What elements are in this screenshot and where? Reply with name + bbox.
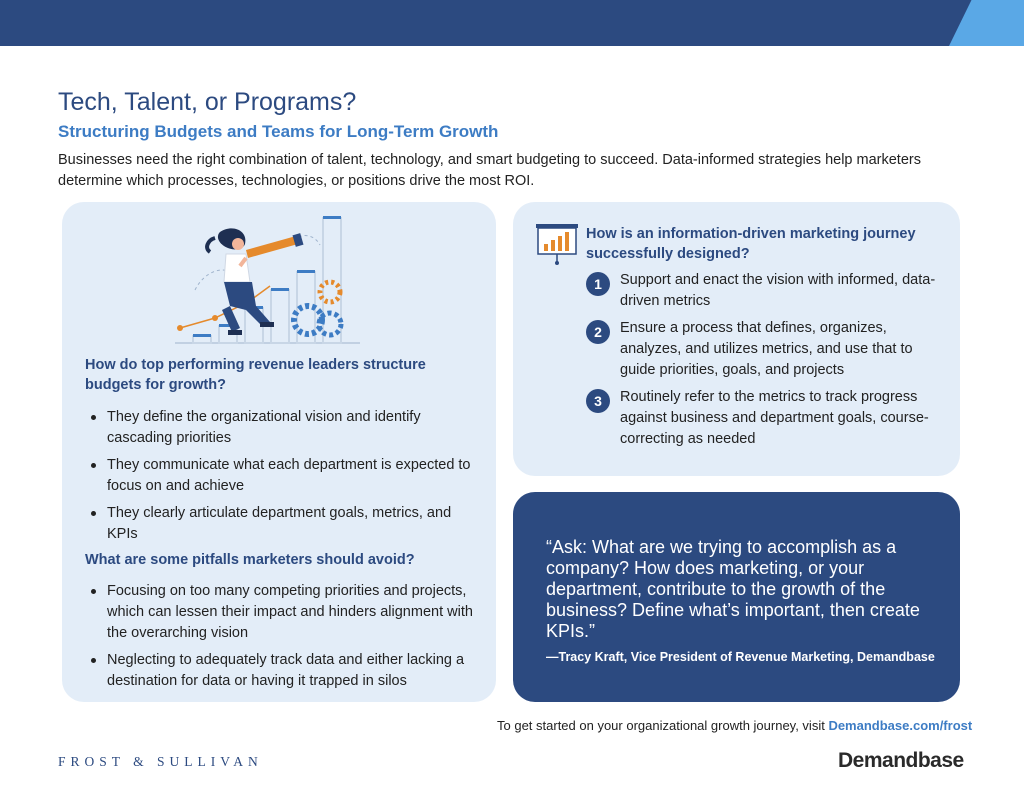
gear-icon xyxy=(294,282,341,335)
journey-question-heading: How is an information-driven marketing journey successfully designed? xyxy=(586,226,916,262)
step-text: Routinely refer to the metrics to track progress against business and department goals, course-correcting as needed xyxy=(620,389,929,447)
quote-text: “Ask: What are we trying to accomplish as a company? How does marketing, or your department, contribute to the growth of the business? Define what’s important, then create KPIs.” xyxy=(546,537,920,641)
step-text: Support and enact the vision with informed, data-driven metrics xyxy=(620,272,936,309)
journey-steps-list xyxy=(586,270,946,456)
demandbase-link[interactable]: Demandbase.com/frost xyxy=(828,718,973,733)
list-item xyxy=(586,387,946,450)
step-number-badge: 3 xyxy=(586,389,610,413)
list-item: They clearly articulate department goals, metrics, and KPIs xyxy=(85,503,480,545)
top-banner-accent xyxy=(949,0,1024,46)
page-title: Tech, Talent, or Programs? xyxy=(58,88,357,116)
footer-cta-text: To get started on your organizational growth journey, visit xyxy=(497,718,829,733)
list-item: They communicate what each department is expected to focus on and achieve xyxy=(85,455,480,497)
step-text: Ensure a process that defines, organizes, analyzes, and utilizes metrics, and use that to guide priorities, goals, and projects xyxy=(620,320,913,378)
list-item: Neglecting to adequately track data and either lacking a destination for data or having it trapped in silos xyxy=(85,650,490,692)
quote-author: —Tracy Kraft, Vice President of Revenue Marketing, Demandbase xyxy=(546,650,935,664)
budget-question-heading: How do top performing revenue leaders structure budgets for growth? xyxy=(85,357,426,393)
pitfalls-question-heading: What are some pitfalls marketers should avoid? xyxy=(85,552,415,568)
step-number-badge: 1 xyxy=(586,272,610,296)
budget-bullet-list xyxy=(85,407,480,551)
pitfalls-bullet-list xyxy=(85,581,490,698)
list-item xyxy=(586,318,946,381)
page-subtitle: Structuring Budgets and Teams for Long-Term Growth xyxy=(58,122,499,141)
step-number-badge: 2 xyxy=(586,320,610,344)
intro-paragraph: Businesses need the right combination of talent, technology, and smart budgeting to succeed. Data-informed strategies help marketers determine which processes, technologies, or positions drive the most ROI. xyxy=(58,152,921,189)
presentation-chart-icon xyxy=(534,222,580,266)
demandbase-logo: Demandbase xyxy=(838,749,964,772)
footer-cta xyxy=(497,718,972,733)
list-item: They define the organizational vision and identify cascading priorities xyxy=(85,407,480,449)
top-banner xyxy=(0,0,1024,46)
list-item: Focusing on too many competing priorities and projects, which can lessen their impact and hinders alignment with the overarching vision xyxy=(85,581,490,644)
frost-sullivan-logo: FROST & SULLIVAN xyxy=(58,754,263,769)
telescope-woman-illustration xyxy=(120,210,360,350)
list-item xyxy=(586,270,946,312)
